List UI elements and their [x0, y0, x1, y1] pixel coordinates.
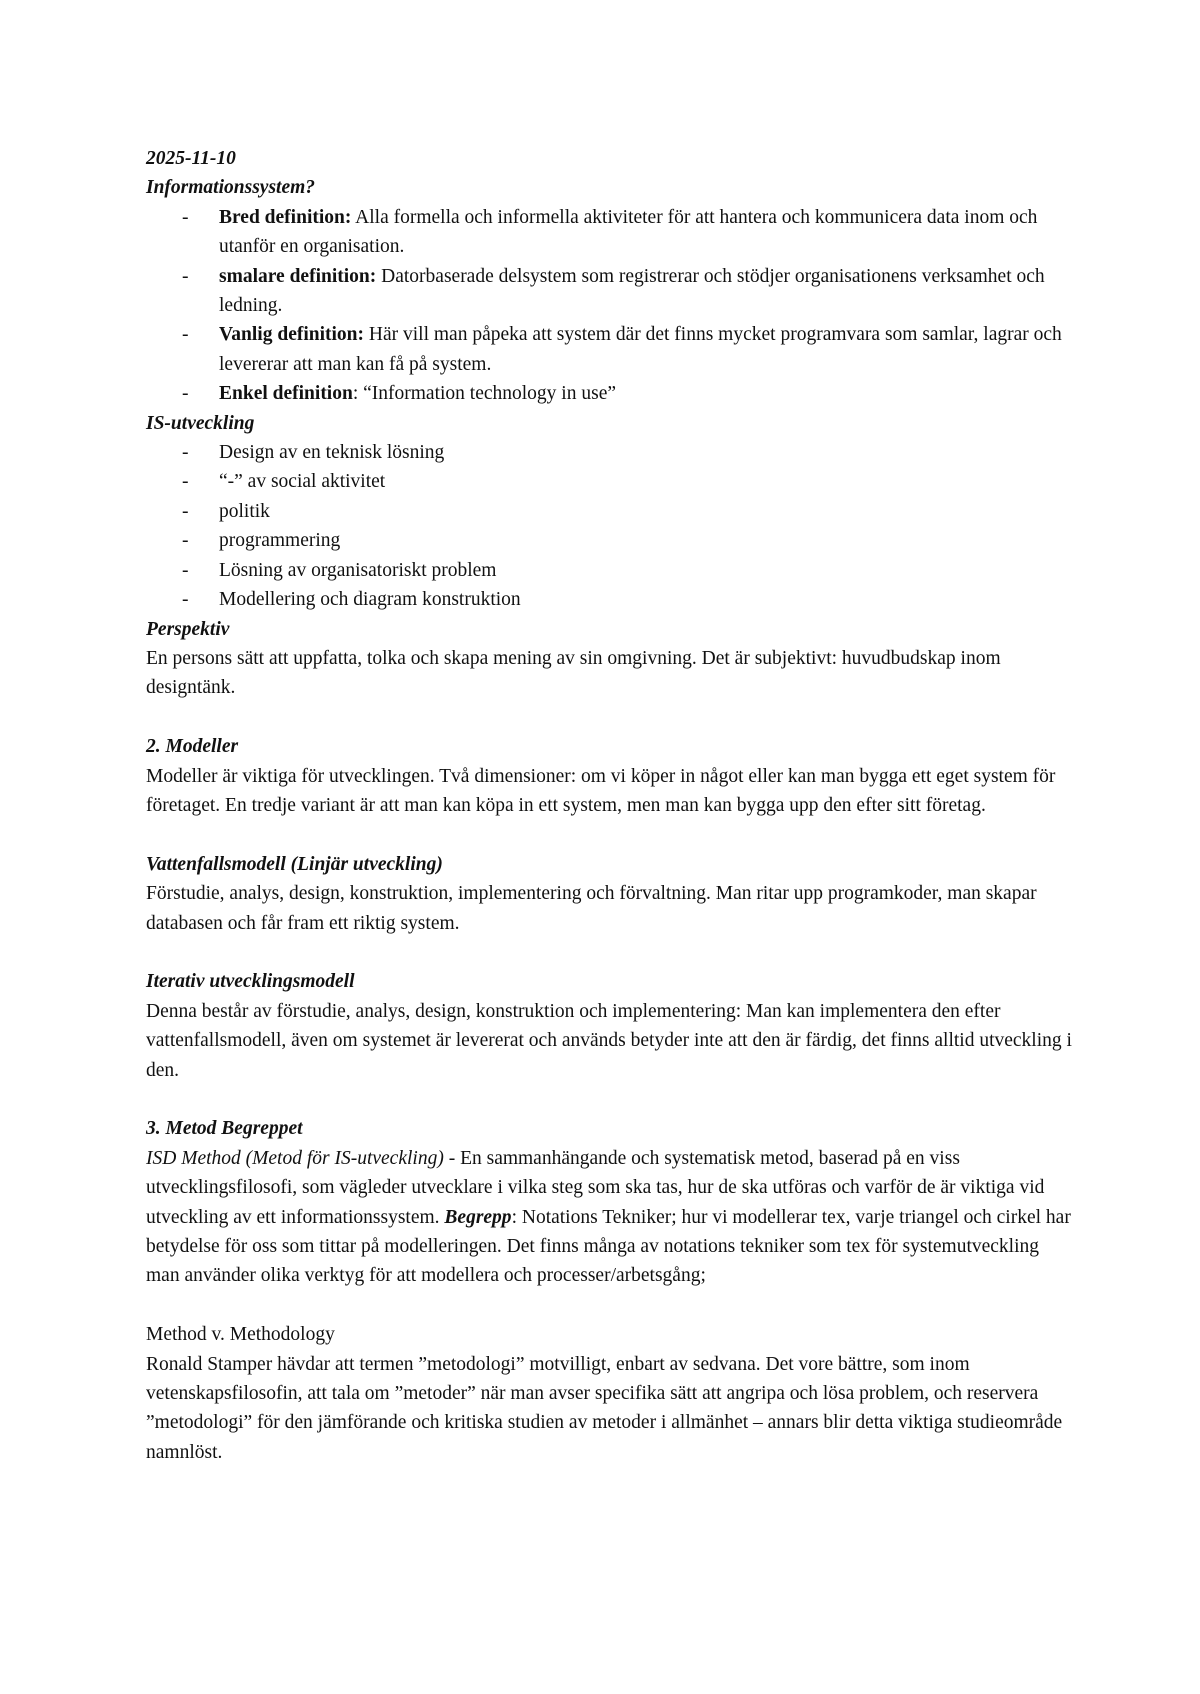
begrepp-label: Begrepp: [444, 1206, 512, 1228]
definition-text: : “Information technology in use”: [352, 383, 617, 405]
heading-method-v-methodology: Method v. Methodology: [146, 1324, 335, 1346]
heading-informationssystem: Informationssystem?: [146, 177, 316, 199]
list-item: [219, 379, 1076, 408]
list-item: - Modellering och diagram konstruktion: [219, 585, 1076, 614]
paragraph-perspektiv: En persons sätt att uppfatta, tolka och skapa mening av sin omgivning. Det är subjektivt: huvudbudskap inom designtänk.: [146, 647, 1001, 699]
paragraph-iterativ: Denna består av förstudie, analys, design, konstruktion och implementering: Man kan implementera den efter vattenfallsmodell, även om systemet är levererat och används betyder inte att den är färdig, det finns alltid utveckling i den.: [146, 1000, 1072, 1081]
date-heading: 2025-11-10: [146, 148, 236, 169]
paragraph-method-v-methodology: Ronald Stamper hävdar att termen ”metodologi” motvilligt, enbart av sedvana. Det vore bättre, som inom vetenskapsfilosofin, att tala om ”metoder” när man avser specifika sätt att angripa och lösa problem, och reservera ”metodologi” för den jämförande och kritiska studien av metoder i allmänhet – annars blir detta viktiga studieområde namnlöst.: [146, 1353, 1063, 1463]
list-item: [219, 203, 1076, 262]
list-item: - Lösning av organisatoriskt problem: [219, 556, 1076, 585]
definition-term: Bred definition:: [219, 206, 352, 228]
paragraph-metod: [146, 1144, 1076, 1291]
heading-metod-begreppet: 3. Metod Begreppet: [146, 1118, 303, 1140]
heading-iterativ: Iterativ utvecklingsmodell: [146, 971, 355, 993]
definition-text: Här vill man påpeka att system där det finns mycket programvara som samlar, lagrar och levererar att man kan få på system.: [219, 324, 1062, 375]
isd-method-label: ISD Method (Metod för IS-utveckling): [146, 1147, 444, 1169]
paragraph-modeller: Modeller är viktiga för utvecklingen. Två dimensioner: om vi köper in något eller kan man bygga ett eget system för företaget. En tredje variant är att man kan köpa in ett system, men man kan bygga upp den efter sitt företag.: [146, 765, 1056, 816]
metod-text-1: - En sammanhängande och systematisk metod, baserad på en viss utvecklingsfilosofi, som vägleder utvecklare i vilka steg som ska tas, hur de ska utföras och varför de är viktiga vid utveckling av ett informationssystem.: [146, 1147, 1045, 1228]
list-item: - politik: [219, 497, 1076, 526]
list-item: - “-” av social aktivitet: [219, 467, 1076, 496]
heading-modeller: 2. Modeller: [146, 736, 239, 758]
definition-term: smalare definition:: [219, 265, 377, 287]
list-item: - programmering: [219, 526, 1076, 555]
definition-term: Vanlig definition:: [219, 324, 365, 346]
metod-text-2: : Notations Tekniker; hur vi modellerar tex, varje triangel och cirkel har betydelse för oss som tittar på modelleringen. Det finns många av notations tekniker som tex för systemutveckling man använder olika verktyg för att modellera och processer/arbetsgång;: [146, 1206, 1071, 1287]
paragraph-vattenfallsmodell: Förstudie, analys, design, konstruktion, implementering och förvaltning. Man ritar upp programkoder, man skapar databasen och får fram ett riktig system.: [146, 883, 1037, 934]
is-utveckling-list: [146, 438, 1076, 614]
list-item: [219, 262, 1076, 321]
definition-text: Alla formella och informella aktiviteter för att hantera och kommunicera data inom och utanför en organisation.: [219, 206, 1038, 258]
definition-text: Datorbaserade delsystem som registrerar och stödjer organisationens verksamhet och ledning.: [219, 265, 1045, 317]
heading-vattenfallsmodell: Vattenfallsmodell (Linjär utveckling): [146, 853, 443, 875]
heading-is-utveckling: IS-utveckling: [146, 412, 255, 434]
definition-term: Enkel definition: [219, 383, 353, 405]
definitions-list: [146, 203, 1076, 409]
document-page: [146, 144, 1076, 1467]
list-item: [219, 320, 1076, 379]
list-item: - Design av en teknisk lösning: [219, 438, 1076, 467]
heading-perspektiv: Perspektiv: [146, 618, 230, 640]
